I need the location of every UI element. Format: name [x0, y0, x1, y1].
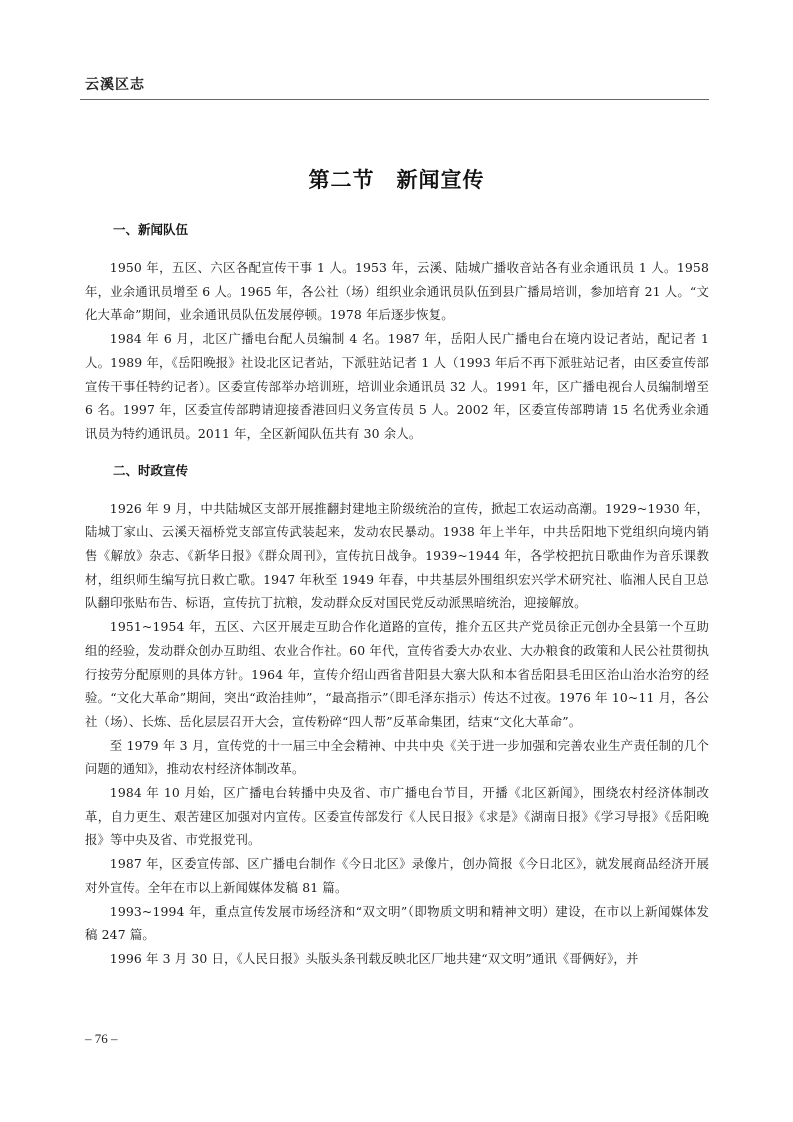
paragraph: 1950 年，五区、六区各配宣传干事 1 人。1953 年，云溪、陆城广播收音站各有业余通讯员 1 人。1958 年，业余通讯员增至 6 人。1965 年，各公社（场）组织业余通讯员队伍到县广播局培训，参加培育 21 人。“文化大革命”期间，业余通讯员队伍发展停顿。1978 年后逐步恢复。 — [85, 260, 709, 323]
document-body — [85, 218, 709, 971]
paragraph: 1993~1994 年，重点宣传发展市场经济和“双文明”（即物质文明和精神文明）建设，在市以上新闻媒体发稿 247 篇。 — [85, 903, 709, 943]
section-title: 第二节 新闻宣传 — [308, 168, 485, 193]
page-number: – 76 – — [85, 1031, 118, 1046]
paragraph: 1951~1954 年，五区、六区开展走互助合作化道路的宣传，推介五区共产党员徐正元创办全县第一个互助组的经验，发动群众创办互助组、农业合作社。60 年代，宣传省委大办农业、大办粮食的政策和人民公社贯彻执行按劳分配原则的具体方针。1964 年，宣传介绍山西省昔阳县大寨大队和本省岳阳县毛田区治山治水治穷的经验。“文化大革命”期间，突出“政治挂帅”，“最高指示”（即毛泽东指示）传达不过夜。1976 年 10~11 月，各公社（场）、长炼、岳化层层召开大会，宣传粉碎“四人帮”反革命集团，结束“文化大革命”。 — [85, 619, 709, 729]
running-head: 云溪区志 — [85, 77, 145, 93]
subheading-news-team: 一、新闻队伍 — [113, 222, 189, 237]
header-rule — [80, 99, 709, 100]
paragraph: 1987 年，区委宣传部、区广播电台制作《今日北区》录像片，创办简报《今日北区》，就发展商品经济开展对外宣传。全年在市以上新闻媒体发稿 81 篇。 — [85, 856, 709, 895]
paragraph: 1926 年 9 月，中共陆城区支部开展推翻封建地主阶级统治的宣传，掀起工农运动高潮。1929~1930 年，陆城丁家山、云溪天福桥党支部宣传武装起来，发动农民暴动。1938 年上半年，中共岳阳地下党组织向境内销售《解放》杂志、《新华日报》《群众周刊》，宣传抗日战争。1939~1944 年，各学校把抗日歌曲作为音乐课教材，组织师生编写抗日救亡歌。1947 年秋至 1949 年春，中共基层外围组织宏兴学术研究社、临湘人民自卫总队翻印张贴布告、标语，宣传抗丁抗粮，发动群众反对国民党反动派黑暗统治，迎接解放。 — [85, 500, 709, 611]
subheading-political-publicity: 二、时政宣传 — [113, 462, 189, 478]
paragraph: 1984 年 10 月始，区广播电台转播中央及省、市广播电台节目，开播《北区新闻》，围绕农村经济体制改革，自力更生、艰苦建区加强对内宣传。区委宣传部发行《人民日报》《求是》《湖南日报》《学习导报》《岳阳晚报》等中央及省、市党报党刊。 — [85, 785, 709, 848]
paragraph: 至 1979 年 3 月，宣传党的十一届三中全会精神、中共中央《关于进一步加强和完善农业生产责任制的几个问题的通知》，推动农村经济体制改革。 — [85, 737, 709, 777]
paragraph: 1984 年 6 月，北区广播电台配人员编制 4 名。1987 年，岳阳人民广播电台在境内设记者站，配记者 1 人。1989 年，《岳阳晚报》社设北区记者站，下派驻站记者 1 人（1993 年后不再下派驻站记者，由区委宣传部宣传干事任特约记者）。区委宣传部举办培训班，培训业余通讯员 32 人。1991 年，区广播电视台人员编制增至 6 名。1997 年，区委宣传部聘请迎接香港回归义务宣传员 5 人。2002 年，区委宣传部聘请 15 名优秀业余通讯员为特约通讯员。2011 年，全区新闻队伍共有 30 余人。 — [85, 331, 709, 441]
paragraph: 1996 年 3 月 30 日，《人民日报》头版头条刊载反映北区厂地共建“双文明”通讯《哥俩好》，并 — [109, 950, 639, 966]
